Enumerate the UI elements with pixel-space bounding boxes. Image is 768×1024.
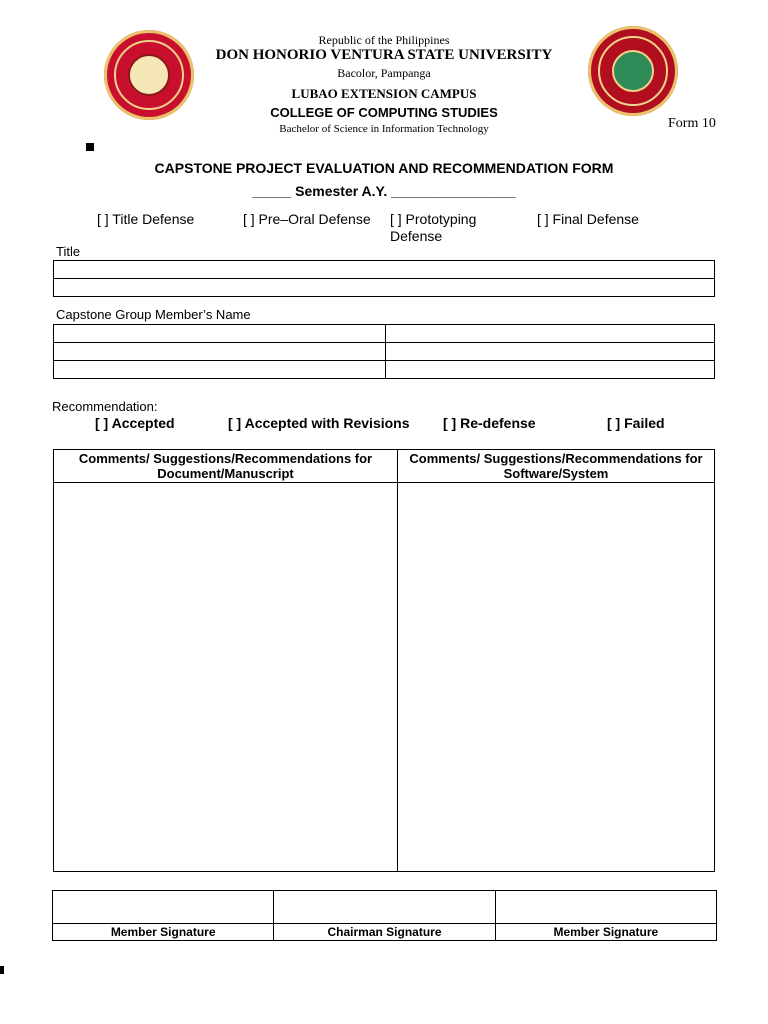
- members-table: [53, 324, 715, 379]
- failed-option[interactable]: [ ] Failed: [607, 415, 665, 431]
- member-name-field[interactable]: [386, 325, 715, 343]
- member-signature-label: Member Signature: [495, 924, 716, 941]
- member-name-field[interactable]: [54, 325, 386, 343]
- member-name-field[interactable]: [54, 343, 386, 361]
- signature-table: [52, 890, 717, 941]
- accepted-option[interactable]: [ ] Accepted: [95, 415, 175, 431]
- semester-line: _____ Semester A.Y. ________________: [252, 183, 516, 199]
- member-name-field[interactable]: [54, 361, 386, 379]
- campus-seal-icon: [588, 26, 678, 116]
- university-seal-icon: [104, 30, 194, 120]
- form-title: CAPSTONE PROJECT EVALUATION AND RECOMMENDATION FORM: [154, 160, 614, 176]
- members-label: Capstone Group Member’s Name: [56, 307, 251, 322]
- title-label: Title: [56, 244, 81, 259]
- university-name: DON HONORIO VENTURA STATE UNIVERSITY: [215, 47, 553, 63]
- form-number: Form 10: [668, 116, 716, 131]
- member-signature-box[interactable]: [495, 891, 716, 924]
- pre-oral-defense-option[interactable]: [ ] Pre–Oral Defense: [243, 211, 371, 227]
- prototyping-defense-option-line2: Defense: [390, 228, 443, 244]
- republic-text: Republic of the Philippines: [318, 33, 450, 47]
- title-table: [53, 260, 715, 297]
- chairman-signature-label: Chairman Signature: [274, 924, 495, 941]
- prototyping-defense-option[interactable]: [ ] Prototyping: [390, 211, 477, 227]
- member-signature-box[interactable]: [53, 891, 274, 924]
- re-defense-option[interactable]: [ ] Re-defense: [443, 415, 536, 431]
- member-name-field[interactable]: [386, 361, 715, 379]
- final-defense-option[interactable]: [ ] Final Defense: [537, 211, 639, 227]
- member-signature-label: Member Signature: [53, 924, 274, 941]
- document-comments-area[interactable]: [54, 483, 398, 872]
- chairman-signature-box[interactable]: [274, 891, 495, 924]
- document-comments-header: Comments/ Suggestions/Recommendations for Document/Manuscript: [54, 450, 398, 483]
- recommendation-label: Recommendation:: [52, 399, 158, 414]
- software-comments-area[interactable]: [398, 483, 715, 872]
- college-name: COLLEGE OF COMPUTING STUDIES: [270, 105, 498, 120]
- member-name-field[interactable]: [386, 343, 715, 361]
- comments-table: [53, 449, 715, 872]
- corner-mark: [0, 966, 4, 974]
- campus-name: LUBAO EXTENSION CAMPUS: [291, 86, 477, 101]
- bullet-square: [86, 143, 94, 151]
- title-field-line1[interactable]: [54, 261, 715, 279]
- software-comments-header: Comments/ Suggestions/Recommendations for Software/System: [398, 450, 715, 483]
- title-defense-option[interactable]: [ ] Title Defense: [97, 211, 195, 227]
- title-field-line2[interactable]: [54, 279, 715, 297]
- accepted-with-revisions-option[interactable]: [ ] Accepted with Revisions: [228, 415, 410, 431]
- program-name: Bachelor of Science in Information Technology: [279, 123, 489, 135]
- location-text: Bacolor, Pampanga: [337, 66, 431, 80]
